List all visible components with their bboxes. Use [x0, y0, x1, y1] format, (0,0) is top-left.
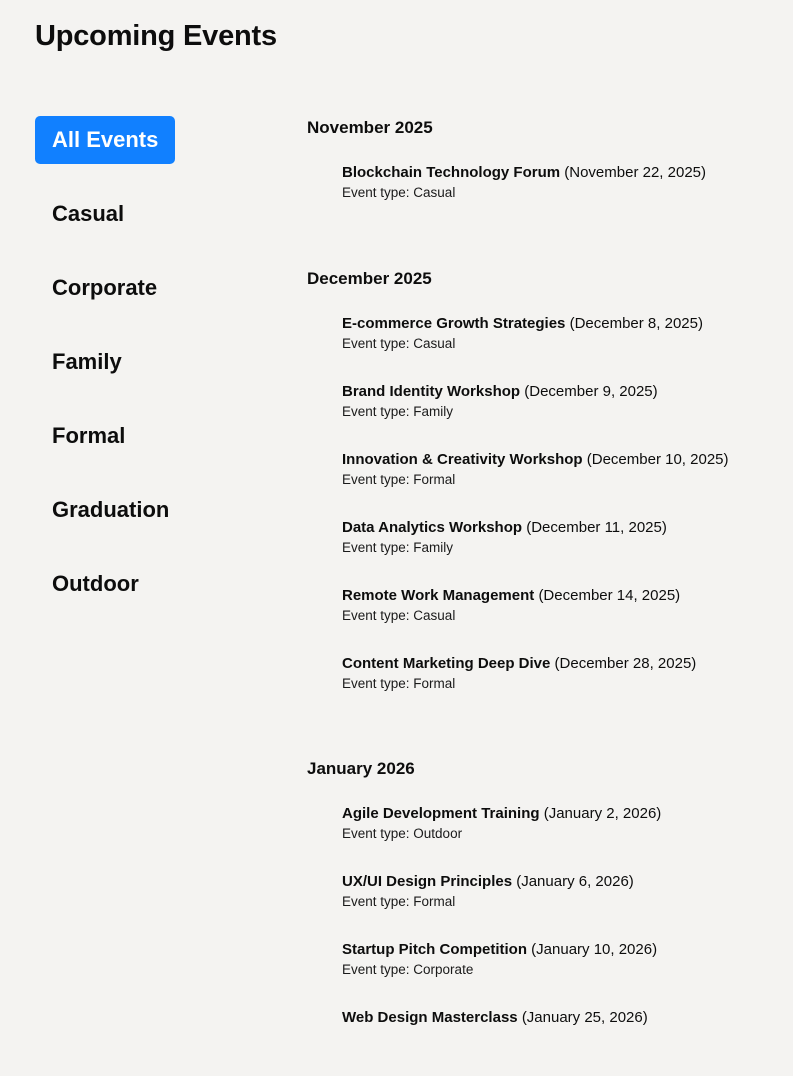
- event-name: Content Marketing Deep Dive: [342, 655, 551, 672]
- event-item: [342, 940, 787, 1008]
- event-type: Event type: Corporate: [342, 962, 474, 977]
- event-name: Brand Identity Workshop: [342, 383, 521, 400]
- event-title-line: [342, 586, 787, 606]
- event-item: [342, 654, 787, 722]
- event-item: [342, 872, 787, 940]
- event-title-line: [342, 450, 787, 470]
- month-heading: January 2026: [307, 759, 415, 778]
- filter-graduation-button[interactable]: Graduation: [52, 497, 170, 522]
- month-heading: November 2025: [307, 118, 433, 137]
- filter-outdoor-button[interactable]: Outdoor: [52, 571, 139, 596]
- event-title-line: [342, 940, 787, 960]
- event-date: (January 2, 2026): [543, 805, 662, 822]
- page-title: Upcoming Events: [35, 20, 277, 52]
- event-name: Innovation & Creativity Workshop: [342, 451, 583, 468]
- month-group-november-2025: [307, 116, 787, 267]
- filter-corporate-button[interactable]: Corporate: [52, 275, 158, 300]
- event-item: [342, 518, 787, 586]
- event-item: [342, 1008, 787, 1076]
- event-type: Event type: Outdoor: [342, 826, 463, 841]
- event-type: Event type: Formal: [342, 894, 456, 909]
- filter-casual-button[interactable]: Casual: [52, 201, 125, 226]
- event-item: [342, 382, 787, 450]
- event-title-line: [342, 163, 787, 183]
- event-title-line: [342, 872, 787, 892]
- event-title-line: [342, 804, 787, 824]
- event-type: Event type: Formal: [342, 472, 456, 487]
- event-list: [307, 804, 787, 1076]
- event-title-line: [342, 518, 787, 538]
- filter-formal-button[interactable]: Formal: [52, 423, 126, 448]
- filter-all-events-button[interactable]: All Events: [35, 116, 175, 164]
- event-name: Agile Development Training: [342, 805, 540, 822]
- event-name: Startup Pitch Competition: [342, 941, 527, 958]
- event-type: Event type: Casual: [342, 336, 456, 351]
- event-date: (November 22, 2025): [564, 164, 707, 181]
- event-date: (December 8, 2025): [569, 315, 703, 332]
- event-name: Data Analytics Workshop: [342, 519, 523, 536]
- event-item: [342, 804, 787, 872]
- event-type: Event type: Family: [342, 540, 454, 555]
- event-date: (December 14, 2025): [538, 587, 681, 604]
- event-name: UX/UI Design Principles: [342, 873, 513, 890]
- event-name: Web Design Masterclass: [342, 1009, 518, 1026]
- event-name: Blockchain Technology Forum: [342, 164, 561, 181]
- event-list: [307, 163, 787, 231]
- event-date: (December 11, 2025): [526, 519, 667, 536]
- filter-family-button[interactable]: Family: [52, 349, 122, 374]
- event-type: Event type: Casual: [342, 185, 456, 200]
- events-list: [307, 116, 787, 1076]
- month-heading: December 2025: [307, 269, 432, 288]
- event-item: [342, 586, 787, 654]
- event-date: (January 6, 2026): [516, 873, 634, 890]
- event-title-line: [342, 1008, 787, 1028]
- event-date: (December 28, 2025): [554, 655, 697, 672]
- event-type: Event type: Family: [342, 404, 454, 419]
- event-item: [342, 450, 787, 518]
- event-item: [342, 314, 787, 382]
- event-type-filter-sidebar: [35, 116, 235, 634]
- event-title-line: [342, 314, 787, 334]
- event-title-line: [342, 382, 787, 402]
- event-list: [307, 314, 787, 722]
- month-group-january-2026: [307, 757, 787, 1076]
- event-date: (December 9, 2025): [524, 383, 658, 400]
- event-date: (January 10, 2026): [531, 941, 658, 958]
- event-type: Event type: Formal: [342, 676, 456, 691]
- event-name: Remote Work Management: [342, 587, 535, 604]
- event-date: (January 25, 2026): [521, 1009, 648, 1026]
- event-title-line: [342, 654, 787, 674]
- event-item: [342, 163, 787, 231]
- event-name: E-commerce Growth Strategies: [342, 315, 566, 332]
- event-date: (December 10, 2025): [586, 451, 729, 468]
- event-type: Event type: Casual: [342, 608, 456, 623]
- month-group-december-2025: [307, 267, 787, 757]
